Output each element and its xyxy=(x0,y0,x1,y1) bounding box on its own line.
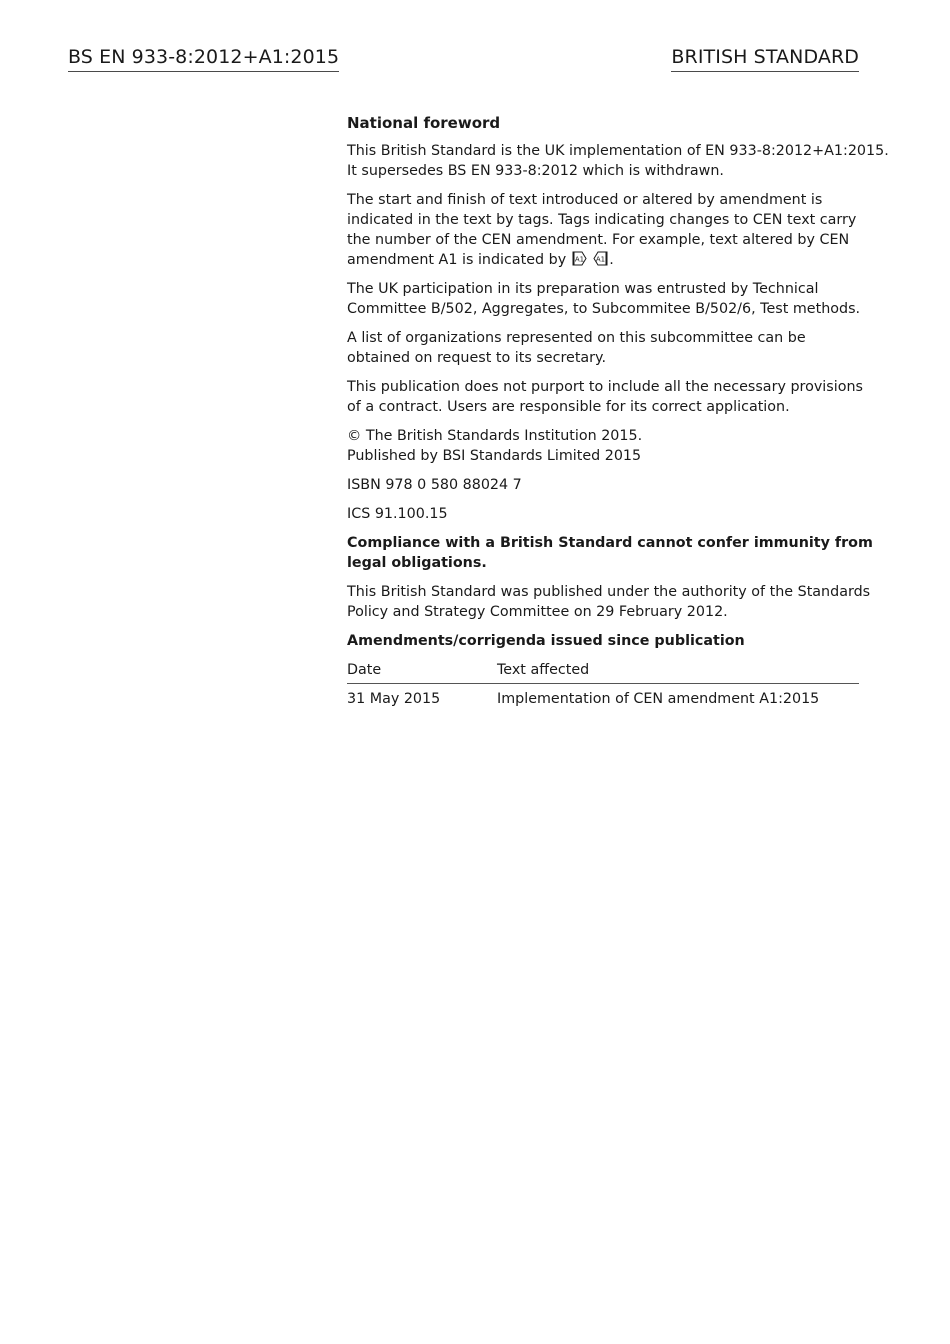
compliance-statement xyxy=(347,533,873,573)
committee-paragraph xyxy=(347,279,859,319)
implementation-paragraph xyxy=(347,141,889,181)
text-line: This British Standard is the UK implementation of EN 933-8:2012+A1:2015. xyxy=(347,143,889,159)
amendment-tags-paragraph xyxy=(347,190,859,270)
foreword-title: National foreword xyxy=(347,114,501,132)
text-line: Policy and Strategy Committee on 29 February 2012. xyxy=(347,604,728,620)
text-line: © The British Standards Institution 2015. xyxy=(347,428,643,444)
text-line: Compliance with a British Standard cannot confer immunity from xyxy=(347,535,873,551)
ics-code: ICS 91.100.15 xyxy=(347,506,448,522)
organizations-paragraph xyxy=(347,328,859,368)
text-line: This publication does not purport to include all the necessary provisions xyxy=(347,379,863,395)
text-line-with-tags xyxy=(347,250,859,270)
text-line: Published by BSI Standards Limited 2015 xyxy=(347,448,642,464)
text-fragment: amendment A1 is indicated by xyxy=(347,252,567,268)
tag-end-label: A1 xyxy=(596,255,606,264)
isbn: ISBN 978 0 580 88024 7 xyxy=(347,477,522,493)
amendment-start-tag-icon xyxy=(572,251,587,266)
text-line: obtained on request to its secretary. xyxy=(347,350,607,366)
text-line: the number of the CEN amendment. For example, text altered by CEN xyxy=(347,232,850,248)
text-line: This British Standard was published under the authority of the Standards xyxy=(347,584,871,600)
text-line: It supersedes BS EN 933-8:2012 which is withdrawn. xyxy=(347,163,724,179)
text-line: of a contract. Users are responsible for its correct application. xyxy=(347,399,790,415)
authority-paragraph xyxy=(347,582,871,622)
text-line: The UK participation in its preparation was entrusted by Technical xyxy=(347,281,819,297)
amendment-text-cell: Implementation of CEN amendment A1:2015 xyxy=(497,691,820,707)
text-line: A list of organizations represented on this subcommittee can be xyxy=(347,330,806,346)
column-header-date: Date xyxy=(347,660,497,684)
text-line: indicated in the text by tags. Tags indicating changes to CEN text carry xyxy=(347,212,857,228)
amendments-title: Amendments/corrigenda issued since publication xyxy=(347,633,745,649)
amendment-end-tag-icon xyxy=(593,251,608,266)
text-fragment: . xyxy=(609,252,614,268)
column-header-text-affected: Text affected xyxy=(497,660,859,684)
amendments-table xyxy=(347,660,859,709)
national-foreword-section xyxy=(347,113,889,709)
text-line: Committee B/502, Aggregates, to Subcommitee B/502/6, Test methods. xyxy=(347,301,861,317)
table-row xyxy=(347,684,859,710)
standard-type-header: BRITISH STANDARD xyxy=(671,46,859,72)
amendment-date-cell: 31 May 2015 xyxy=(347,691,441,707)
provisions-paragraph xyxy=(347,377,863,417)
text-line: legal obligations. xyxy=(347,555,487,571)
document-number-header: BS EN 933-8:2012+A1:2015 xyxy=(68,46,339,72)
table-header-row xyxy=(347,660,859,684)
copyright-paragraph xyxy=(347,426,859,466)
text-line: The start and finish of text introduced or altered by amendment is xyxy=(347,192,823,208)
tag-start-label: A1 xyxy=(574,255,584,264)
